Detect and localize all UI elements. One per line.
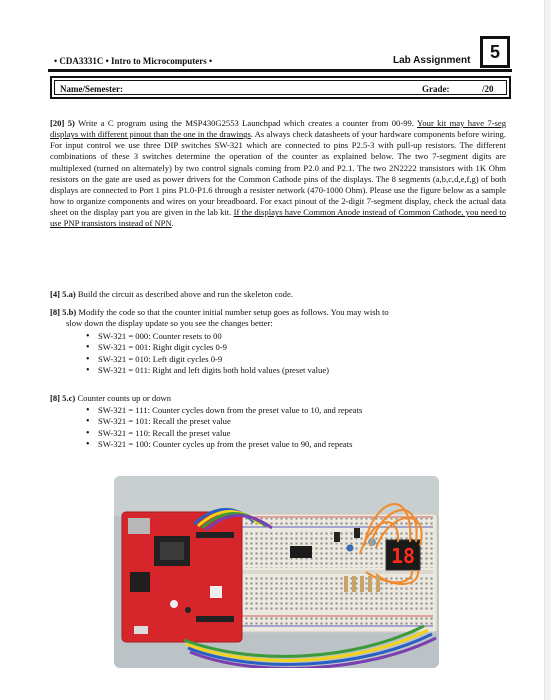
task-5b [50, 307, 506, 329]
list-item: • SW-321 = 100: Counter cycles up from the preset value to 90, and repeats [86, 439, 486, 450]
name-grade-box [50, 76, 511, 99]
lab-number-box: 5 [480, 36, 510, 68]
problem-underlined-1: Your kit may have 7-seg displays with different pinout than the one in the drawings [50, 118, 506, 140]
ic-chip [290, 546, 312, 558]
grade-total: /20 [482, 84, 494, 94]
task-5c-points: [8] 5.c) [50, 393, 76, 403]
page-edge [544, 0, 551, 700]
breadboard [232, 514, 437, 632]
problem-text-1: Write a C program using the MSP430G2553 Launchpad which creates a counter from 00-99. [74, 118, 417, 128]
task-5c-list [86, 405, 486, 451]
task-5b-points: [8] 5.b) [50, 307, 77, 317]
display-readout: 18 [390, 544, 416, 568]
lab-assignment-label: Lab Assignment [393, 55, 471, 66]
page-header [48, 40, 512, 70]
seven-segment-display [386, 540, 420, 570]
grade-label: Grade: [422, 84, 450, 94]
header-rule [48, 69, 512, 72]
list-item: • SW-321 = 111: Counter cycles down from the preset value to 10, and repeats [86, 405, 486, 416]
problem-statement [50, 118, 506, 230]
task-5a [50, 289, 506, 300]
task-5a-points: [4] 5.a) [50, 289, 76, 299]
task-5b-text-cont: slow down the display update so you see the changes better: [66, 318, 273, 328]
problem-text-2: . As always check datasheets of your hardware components before wiring. For input control we use three DIP switches SW-321 which are connected to pins P2.5-3 with pull-up resistors. The different combinations of these 3 switches determine the operation of the counter as explained below. The two 7-segment digits are multiplexed (turned on alternately) by two control signals coming from P2.0 and P2.1. The two 2N2222 transistors with 1K Ohm resistors on the gate are used as power drivers for the Common Cathode pins of the displays. The 8 segments (a,b,c,d,e,f,g) of both displays are connected to Port 1 pins P1.0-P1.6 through a resister network (470-1000 Ohm). Please use the figure below as a sample how to organize components and wires on your breadboard. For exact pinout of the 2-digit 7-segment display, check the actual data sheet on the display part you are given in the lab kit. [50, 129, 506, 218]
list-item: • SW-321 = 110: Recall the preset value [86, 428, 486, 439]
list-item: • SW-321 = 001: Right digit cycles 0-9 [86, 342, 486, 353]
problem-underlined-2: If the displays have Common Anode instead of Common Cathode, you need to use PNP transistors instead of NPN [50, 207, 506, 229]
problem-text-3: . [171, 218, 174, 229]
task-5b-text: Modify the code so that the counter initial number setup goes as follows. You may wish to [76, 307, 389, 317]
list-item: • SW-321 = 101: Recall the preset value [86, 416, 486, 427]
task-5b-list [86, 331, 486, 377]
task-5a-text: Build the circuit as described above and run the skeleton code. [75, 289, 293, 299]
breadboard-photo-svg [114, 476, 439, 668]
breadboard-photo [114, 476, 439, 668]
list-item: • SW-321 = 010: Left digit cycles 0-9 [86, 354, 486, 365]
problem-points: [20] 5) [50, 118, 75, 128]
launchpad-board [122, 512, 242, 642]
list-item: • SW-321 = 000: Counter resets to 00 [86, 331, 486, 342]
task-5c-text: Counter counts up or down [75, 393, 172, 403]
name-semester-label: Name/Semester: [60, 84, 123, 94]
list-item: • SW-321 = 011: Right and left digits both hold values (preset value) [86, 365, 486, 376]
course-title: • CDA3331C • Intro to Microcomputers • [54, 56, 213, 66]
task-5c [50, 393, 506, 404]
